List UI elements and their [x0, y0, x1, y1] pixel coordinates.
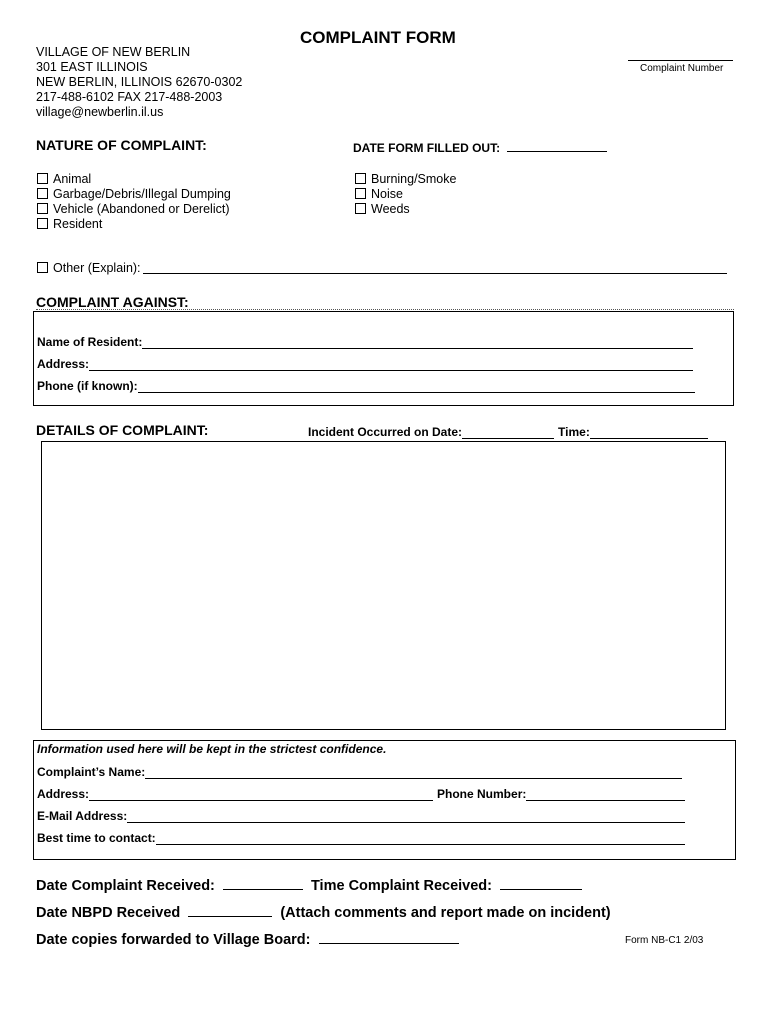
complainant-name-row [37, 763, 682, 779]
option-garbage[interactable]: Garbage/Debris/Illegal Dumping [37, 186, 231, 201]
option-vehicle[interactable]: Vehicle (Abandoned or Derelict) [37, 201, 231, 216]
checkbox[interactable] [37, 173, 48, 184]
copies-forwarded-field[interactable] [319, 931, 459, 944]
option-resident[interactable]: Resident [37, 216, 231, 231]
date-filled-label: DATE FORM FILLED OUT: [353, 141, 501, 155]
best-time-label: Best time to contact: [37, 831, 156, 845]
incident-time-label: Time: [558, 425, 590, 439]
resident-name-label: Name of Resident: [37, 335, 143, 349]
checkbox[interactable] [37, 203, 48, 214]
resident-name-row [37, 333, 693, 349]
complainant-email-row [37, 807, 685, 823]
checkbox-other[interactable] [37, 262, 48, 273]
complainant-phone-field[interactable] [526, 788, 685, 801]
date-received-label: Date Complaint Received: [36, 878, 215, 894]
copies-forwarded-label: Date copies forwarded to Village Board: [36, 932, 311, 948]
address-line-5: village@newberlin.il.us [36, 105, 164, 119]
complainant-address-label: Address: [37, 787, 90, 801]
complainant-email-label: E-Mail Address: [37, 809, 128, 823]
date-filled-row [353, 139, 607, 155]
option-weeds[interactable]: Weeds [355, 201, 456, 216]
checkbox[interactable] [355, 188, 366, 199]
complainant-address-field[interactable] [89, 788, 433, 801]
complaint-number-field[interactable] [628, 60, 733, 61]
address-line-2: 301 EAST ILLINOIS [36, 60, 148, 74]
complainant-name-label: Complaint’s Name: [37, 765, 146, 779]
office-row-2 [36, 904, 611, 921]
complainant-email-field[interactable] [127, 810, 685, 823]
checkbox[interactable] [355, 203, 366, 214]
nbpd-date-field[interactable] [188, 904, 272, 917]
incident-row [308, 423, 708, 439]
village-address [36, 45, 242, 120]
complaint-number-label: Complaint Number [640, 63, 724, 74]
complainant-address-row [37, 785, 685, 801]
right-options [355, 171, 456, 216]
address-line-3: NEW BERLIN, ILLINOIS 62670-0302 [36, 75, 243, 89]
date-filled-field[interactable] [507, 139, 607, 152]
nature-heading: NATURE OF COMPLAINT: [36, 137, 207, 153]
date-received-field[interactable] [223, 877, 303, 890]
complainant-phone-label: Phone Number: [437, 787, 527, 801]
office-row-1 [36, 877, 582, 894]
incident-date-label: Incident Occurred on Date: [308, 425, 463, 439]
checkbox[interactable] [37, 188, 48, 199]
checkbox[interactable] [37, 218, 48, 229]
complainant-name-field[interactable] [145, 766, 682, 779]
other-label: Other (Explain): [53, 260, 141, 275]
incident-time-field[interactable] [590, 426, 708, 439]
incident-date-field[interactable] [462, 426, 554, 439]
resident-address-label: Address: [37, 357, 90, 371]
office-row-3 [36, 931, 459, 948]
checkbox[interactable] [355, 173, 366, 184]
best-time-field[interactable] [156, 832, 685, 845]
address-line-1: VILLAGE OF NEW BERLIN [36, 45, 191, 59]
option-burning[interactable]: Burning/Smoke [355, 171, 456, 186]
other-explain-field[interactable] [143, 261, 727, 274]
resident-address-field[interactable] [89, 358, 693, 371]
address-line-4: 217-488-6102 FAX 217-488-2003 [36, 90, 223, 104]
confidential-note: Information used here will be kept in the strictest confidence. [37, 742, 387, 756]
form-title: COMPLAINT FORM [300, 28, 456, 47]
time-received-field[interactable] [500, 877, 582, 890]
attach-note: (Attach comments and report made on incident) [280, 905, 611, 921]
option-animal[interactable]: Animal [37, 171, 231, 186]
other-row [37, 260, 727, 275]
resident-name-field[interactable] [142, 336, 693, 349]
details-heading: DETAILS OF COMPLAINT: [36, 422, 209, 438]
nbpd-label: Date NBPD Received [36, 905, 181, 921]
section-divider [36, 309, 734, 310]
resident-phone-field[interactable] [138, 380, 695, 393]
resident-phone-row [37, 377, 695, 393]
resident-phone-label: Phone (if known): [37, 379, 138, 393]
resident-address-row [37, 355, 693, 371]
form-number: Form NB-C1 2/03 [625, 935, 704, 946]
time-received-label: Time Complaint Received: [310, 878, 492, 894]
left-options [37, 171, 231, 231]
against-heading: COMPLAINT AGAINST: [36, 294, 189, 310]
option-noise[interactable]: Noise [355, 186, 456, 201]
complainant-best-time-row [37, 829, 685, 845]
details-textarea[interactable] [41, 441, 726, 730]
